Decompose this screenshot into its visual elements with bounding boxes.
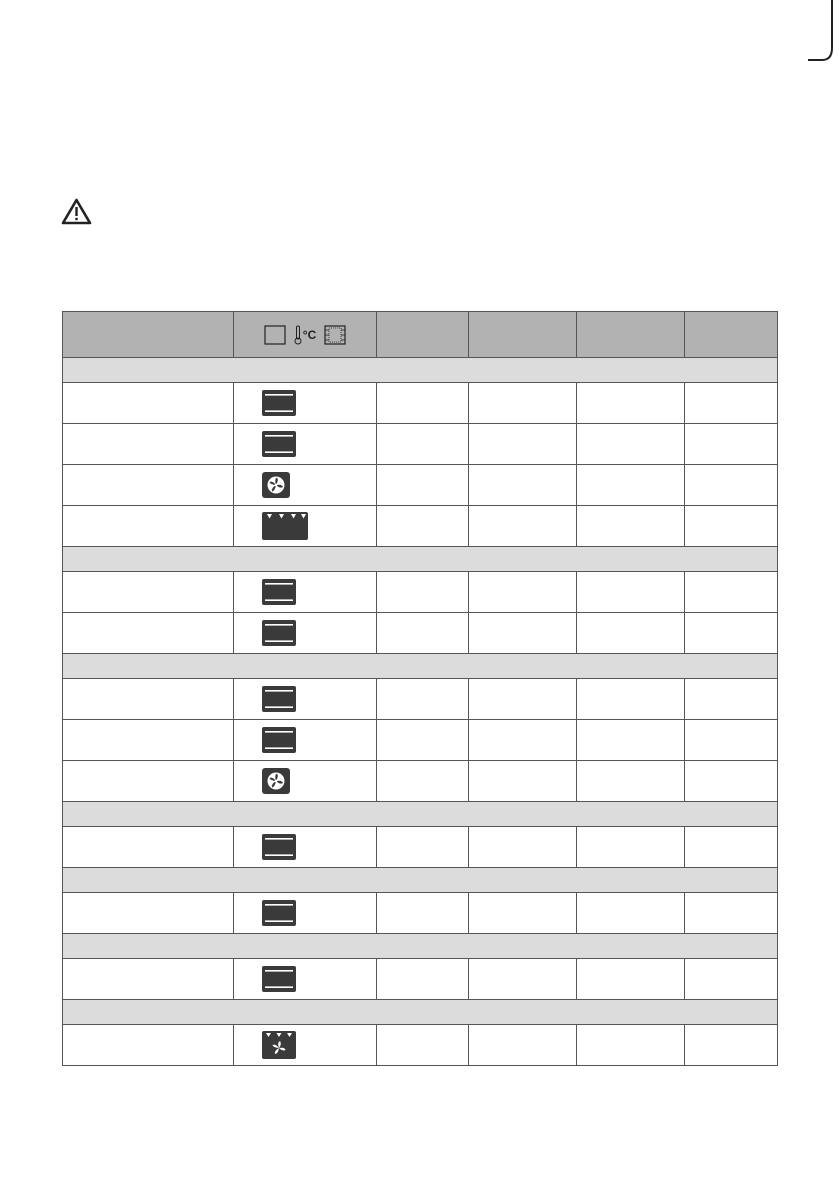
section-header-row [63, 934, 778, 959]
table-cell [469, 383, 577, 424]
section-header-row [63, 547, 778, 572]
table-cell [377, 959, 469, 1000]
table-cell [577, 679, 685, 720]
table-row [63, 1025, 778, 1066]
table-cell [469, 613, 577, 654]
table-row [63, 424, 778, 465]
dotted-panel-icon [324, 325, 346, 345]
section-header-cell [63, 358, 778, 383]
table-cell [577, 506, 685, 547]
table-body [63, 358, 778, 1066]
grill-fan-icon [261, 1030, 376, 1060]
table-cell [63, 383, 234, 424]
top-bottom-heat-icon [261, 726, 376, 754]
table-row [63, 827, 778, 868]
table-cell [469, 959, 577, 1000]
table-cell [469, 679, 577, 720]
table-cell [469, 761, 577, 802]
mode-icon-cell [234, 424, 377, 465]
table-row [63, 761, 778, 802]
section-header-row [63, 868, 778, 893]
table-cell [377, 720, 469, 761]
table-row [63, 506, 778, 547]
table-cell [63, 761, 234, 802]
table-cell [577, 465, 685, 506]
header-cell-food [63, 312, 234, 358]
mode-icon-cell [234, 893, 377, 934]
table-row [63, 572, 778, 613]
table-cell [685, 424, 778, 465]
table-cell [685, 465, 778, 506]
top-bottom-heat-icon [261, 685, 376, 713]
mode-icon-cell [234, 506, 377, 547]
table-cell [577, 827, 685, 868]
mode-icon-cell [234, 761, 377, 802]
table-header-row [63, 312, 778, 358]
table-cell [685, 761, 778, 802]
section-header-cell [63, 654, 778, 679]
section-header-row [63, 654, 778, 679]
celsius-label: °C [302, 327, 317, 342]
section-header-cell [63, 934, 778, 959]
table-cell [685, 1025, 778, 1066]
table-row [63, 959, 778, 1000]
mode-icon-cell [234, 383, 377, 424]
cooking-table [62, 311, 778, 1066]
table-cell [577, 720, 685, 761]
table-cell [377, 572, 469, 613]
table-row [63, 893, 778, 934]
thermometer-celsius-icon [294, 325, 316, 345]
top-bottom-heat-icon [261, 833, 376, 861]
mode-icon-cell [234, 827, 377, 868]
table-cell [577, 424, 685, 465]
header-cell-3 [377, 312, 469, 358]
mode-icon-cell [234, 613, 377, 654]
table-cell [685, 613, 778, 654]
table-cell [63, 613, 234, 654]
table-row [63, 465, 778, 506]
header-cell-4 [469, 312, 577, 358]
table-cell [469, 1025, 577, 1066]
table-cell [63, 572, 234, 613]
mode-icon-cell [234, 465, 377, 506]
table-row [63, 720, 778, 761]
table-cell [469, 572, 577, 613]
table-cell [685, 959, 778, 1000]
table-cell [577, 383, 685, 424]
section-header-cell [63, 868, 778, 893]
table-row [63, 613, 778, 654]
table-cell [377, 893, 469, 934]
mode-icon-cell [234, 1025, 377, 1066]
table-cell [377, 679, 469, 720]
table-cell [63, 827, 234, 868]
header-cell-6 [685, 312, 778, 358]
table-cell [63, 424, 234, 465]
table-cell [577, 1025, 685, 1066]
table-cell [685, 383, 778, 424]
table-cell [377, 1025, 469, 1066]
table-cell [377, 424, 469, 465]
header-cell-settings [234, 312, 377, 358]
mode-icon-cell [234, 959, 377, 1000]
table-cell [685, 720, 778, 761]
table-cell [469, 720, 577, 761]
table-cell [577, 959, 685, 1000]
top-bottom-heat-icon [261, 389, 376, 417]
grill-icon [261, 511, 376, 541]
table-cell [63, 506, 234, 547]
section-header-cell [63, 547, 778, 572]
warning-icon [61, 198, 92, 225]
fan-icon [261, 471, 376, 499]
fan-icon [261, 767, 376, 795]
table-cell [685, 572, 778, 613]
header-cell-5 [577, 312, 685, 358]
table-cell [63, 720, 234, 761]
mode-icon-cell [234, 572, 377, 613]
page-corner-mark [808, 0, 839, 70]
table-cell [469, 465, 577, 506]
table-cell [577, 893, 685, 934]
table-cell [63, 465, 234, 506]
table-cell [377, 761, 469, 802]
top-bottom-heat-icon [261, 899, 376, 927]
table-cell [377, 613, 469, 654]
table-cell [469, 827, 577, 868]
table-cell [577, 572, 685, 613]
top-bottom-heat-icon [261, 430, 376, 458]
table-row [63, 383, 778, 424]
table-cell [469, 893, 577, 934]
table-cell [469, 506, 577, 547]
table-cell [577, 613, 685, 654]
table-cell [377, 383, 469, 424]
section-header-cell [63, 802, 778, 827]
table-cell [377, 827, 469, 868]
table-cell [469, 424, 577, 465]
table-cell [63, 893, 234, 934]
table-cell [685, 506, 778, 547]
section-header-row [63, 802, 778, 827]
section-header-row [63, 358, 778, 383]
section-header-row [63, 1000, 778, 1025]
table-cell [685, 679, 778, 720]
top-bottom-heat-icon [261, 619, 376, 647]
table-cell [685, 893, 778, 934]
table-cell [377, 465, 469, 506]
table-cell [685, 827, 778, 868]
top-bottom-heat-icon [261, 965, 376, 993]
mode-icon-cell [234, 720, 377, 761]
table-row [63, 679, 778, 720]
oven-outline-icon [264, 325, 286, 345]
table-cell [377, 506, 469, 547]
table-cell [577, 761, 685, 802]
top-bottom-heat-icon [261, 578, 376, 606]
table-cell [63, 1025, 234, 1066]
table-cell [63, 679, 234, 720]
table-cell [63, 959, 234, 1000]
mode-icon-cell [234, 679, 377, 720]
section-header-cell [63, 1000, 778, 1025]
